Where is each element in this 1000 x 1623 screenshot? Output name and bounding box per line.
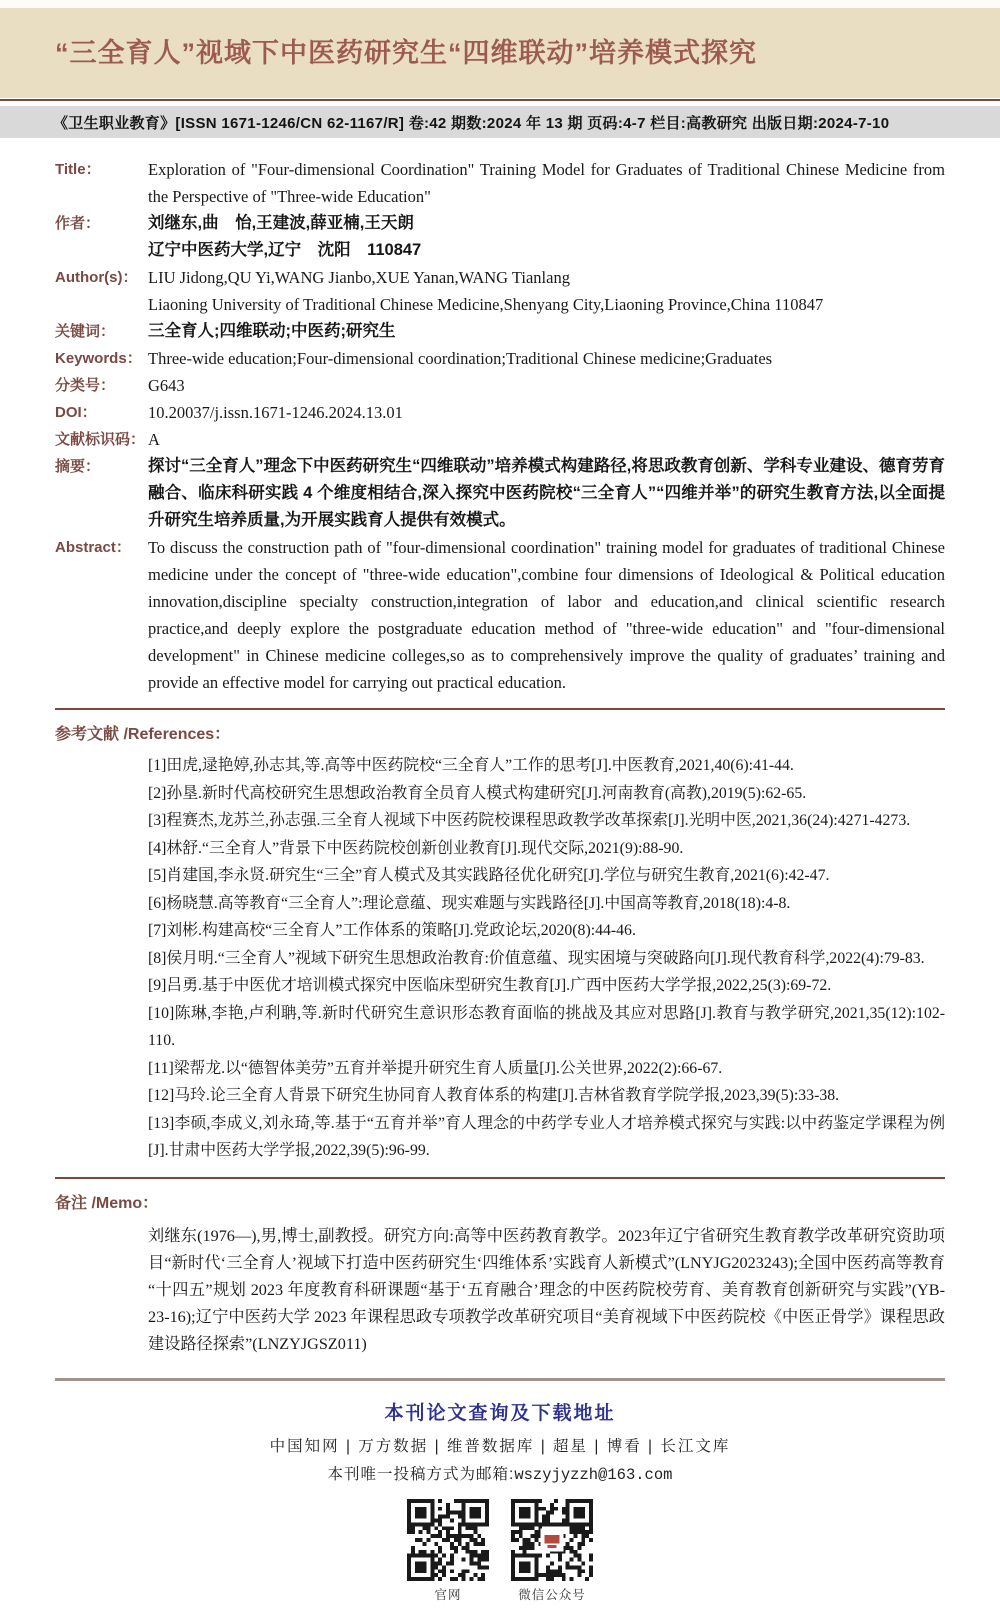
meta-label: 摘要： xyxy=(55,458,101,475)
meta-value xyxy=(148,156,945,210)
meta-label: Abstract： xyxy=(55,539,131,556)
article-content xyxy=(0,156,1000,1358)
memo-section xyxy=(55,1191,945,1358)
reference-item: [2]孙垦.新时代高校研究生思想政治教育全员育人模式构建研究[J].河南教育(高教),2019(5):62-65. xyxy=(148,784,807,802)
meta-value-line: 10.20037/j.issn.1671-1246.2024.13.01 xyxy=(148,403,403,422)
page-footer xyxy=(0,1401,1000,1603)
meta-row xyxy=(55,426,945,453)
memo-heading: 备注 /Memo： xyxy=(55,1194,159,1212)
footer-email-address: wszyjyzzh@163.com xyxy=(514,1465,673,1484)
reference-item: [1]田虎,逯艳婷,孙志其,等.高等中医药院校“三全育人”工作的思考[J].中医教育,2021,40(6):41-44. xyxy=(148,757,794,774)
meta-value-line: G643 xyxy=(148,376,185,395)
qr-code-wechat-icon xyxy=(511,1499,593,1581)
footer-email-prefix: 本刊唯一投稿方式为邮箱: xyxy=(327,1465,515,1483)
meta-value-line: Three-wide education;Four-dimensional coordination;Traditional Chinese medicine;Graduates xyxy=(148,349,773,368)
header-divider xyxy=(0,99,1000,101)
metadata-section xyxy=(55,156,945,696)
meta-label: DOI： xyxy=(55,404,97,421)
memo-divider xyxy=(55,1177,945,1179)
meta-value-line: LIU Jidong,QU Yi,WANG Jianbo,XUE Yanan,WANG Tianlang xyxy=(148,268,570,287)
references-section xyxy=(55,722,945,1165)
memo-text: 刘继东(1976—),男,博士,副教授。研究方向:高等中医药教育教学。2023年辽宁省研究生教育教学改革研究资助项目“新时代‘三全育人’视域下打造中医药研究生‘四维体系’实践育人新模式”(LNYJG2023243);全国中医药高等教育“十四五”规划 2023 年度教育科研课题“基于‘五育融合’理念的中医药院校劳育、美育教育创新研究与实践”(YB-23-16);辽宁中医药大学 2023 年课程思政专项教学改革研究项目“美育视域下中医药院校《中医正骨学》课程思政建设路径探索”(LNZYJGSZ011) xyxy=(148,1226,945,1353)
meta-label: Title： xyxy=(55,161,101,178)
reference-item: [4]林舒.“三全育人”背景下中医药院校创新创业教育[J].现代交际,2021(9):88-90. xyxy=(148,839,684,857)
reference-item: [6]杨晓慧.高等教育“三全育人”:理论意蕴、现实难题与实践路径[J].中国高等教育,2018(18):4-8. xyxy=(148,894,791,912)
journal-info-bar xyxy=(0,106,1000,138)
qr-label-wechat: 微信公众号 xyxy=(518,1587,586,1602)
meta-label: 作者： xyxy=(55,215,101,232)
footer-divider xyxy=(55,1378,945,1381)
footer-databases: 中国知网 | 万方数据 | 维普数据库 | 超星 | 博看 | 长江文库 xyxy=(269,1437,731,1455)
meta-row xyxy=(55,372,945,399)
meta-row xyxy=(55,264,945,318)
journal-info-text: 《卫生职业教育》[ISSN 1671-1246/CN 62-1167/R] 卷:42 期数:2024 年 13 期 页码:4-7 栏目:高教研究 出版日期:2024-7-10 xyxy=(53,114,890,132)
meta-value-line: 辽宁中医药大学,辽宁 沈阳 110847 xyxy=(148,241,422,259)
qr-block-website xyxy=(407,1499,489,1603)
page-header xyxy=(0,8,1000,98)
footer-email xyxy=(0,1463,1000,1487)
reference-item: [7]刘彬.构建高校“三全育人”工作体系的策略[J].党政论坛,2020(8):44-46. xyxy=(148,922,636,939)
meta-value xyxy=(148,399,945,426)
meta-value-line: To discuss the construction path of "four-dimensional coordination" training model for graduates of traditional Chinese medicine under the concept of "three-wide education",combine four dimensions of Ideological & Political education innovation,discipline specialty construction,integration of labor and education,and clinical scientific research practice,and deeply explore the postgraduate education method of "three-wide education" and "four-dimensional development" in Chinese medicine colleges,so as to comprehensively improve the quality of graduates’ training and provide an effective model for carrying out practical education. xyxy=(148,538,945,692)
meta-value xyxy=(148,318,945,345)
meta-row xyxy=(55,345,945,372)
reference-item: [13]李硕,李成义,刘永琦,等.基于“五育并举”育人理念的中药学专业人才培养模式探究与实践:以中药鉴定学课程为例[J].甘肃中医药大学学报,2022,39(5):96-99. xyxy=(148,1114,945,1159)
meta-label: 分类号： xyxy=(55,377,116,394)
meta-label: Author(s)： xyxy=(55,269,138,286)
meta-value xyxy=(148,264,945,318)
meta-value xyxy=(148,426,945,453)
meta-row xyxy=(55,399,945,426)
meta-label: 关键词： xyxy=(55,323,116,340)
qr-code-website-icon xyxy=(407,1499,489,1581)
meta-row xyxy=(55,453,945,534)
qr-row xyxy=(0,1499,1000,1603)
meta-value xyxy=(148,534,945,696)
meta-row xyxy=(55,318,945,345)
references-list xyxy=(55,752,945,1165)
qr-label-website: 官网 xyxy=(434,1587,462,1602)
references-heading: 参考文献 /References： xyxy=(55,726,231,743)
reference-item: [11]梁帮龙.以“德智体美劳”五育并举提升研究生育人质量[J].公关世界,2022(2):66-67. xyxy=(148,1059,723,1077)
reference-item: [8]侯月明.“三全育人”视域下研究生思想政治教育:价值意蕴、现实困境与突破路向[J].现代教育科学,2022(4):79-83. xyxy=(148,949,925,967)
bottom-margin xyxy=(0,1603,1000,1623)
meta-row xyxy=(55,534,945,696)
meta-value-line: 刘继东,曲 怡,王建波,薛亚楠,王天朗 xyxy=(148,214,414,232)
meta-label: 文献标识码： xyxy=(55,431,146,448)
meta-value-line: Exploration of "Four-dimensional Coordination" Training Model for Graduates of Traditional Chinese Medicine from the Perspective of "Three-wide Education" xyxy=(148,160,945,206)
meta-value xyxy=(148,453,945,534)
meta-value-line: 探讨“三全育人”理念下中医药研究生“四维联动”培养模式构建路径,将思政教育创新、学科专业建设、德育劳育融合、临床科研实践 4 个维度相结合,深入探究中医药院校“三全育人”“四维并举”的研究生教育方法,以全面提升研究生培养质量,为开展实践育人提供有效模式。 xyxy=(148,457,945,529)
reference-item: [12]马玲.论三全育人背景下研究生协同育人教育体系的构建[J].吉林省教育学院学报,2023,39(5):33-38. xyxy=(148,1087,840,1104)
top-margin xyxy=(0,0,1000,8)
meta-row xyxy=(55,210,945,264)
meta-value xyxy=(148,345,945,372)
references-divider xyxy=(55,708,945,710)
page-title: “三全育人”视域下中医药研究生“四维联动”培养模式探究 xyxy=(55,37,757,68)
reference-item: [3]程赛杰,龙苏兰,孙志强.三全育人视域下中医药院校课程思政教学改革探索[J].光明中医,2021,36(24):4271-4273. xyxy=(148,812,911,829)
meta-value-line: A xyxy=(148,430,160,449)
footer-title: 本刊论文查询及下载地址 xyxy=(384,1402,616,1424)
meta-row xyxy=(55,156,945,210)
meta-value-line: 三全育人;四维联动;中医药;研究生 xyxy=(148,322,396,340)
meta-value xyxy=(148,210,945,264)
qr-block-wechat xyxy=(511,1499,593,1603)
reference-item: [10]陈琳,李艳,卢利聃,等.新时代研究生意识形态教育面临的挑战及其应对思路[J].教育与教学研究,2021,35(12):102-110. xyxy=(148,1004,945,1049)
meta-value xyxy=(148,372,945,399)
reference-item: [5]肖建国,李永贤.研究生“三全”育人模式及其实践路径优化研究[J].学位与研究生教育,2021(6):42-47. xyxy=(148,867,830,884)
meta-value-line: Liaoning University of Traditional Chinese Medicine,Shenyang City,Liaoning Province,China 110847 xyxy=(148,295,824,314)
reference-item: [9]吕勇.基于中医优才培训模式探究中医临床型研究生教育[J].广西中医药大学学报,2022,25(3):69-72. xyxy=(148,977,832,994)
meta-label: Keywords： xyxy=(55,350,142,367)
